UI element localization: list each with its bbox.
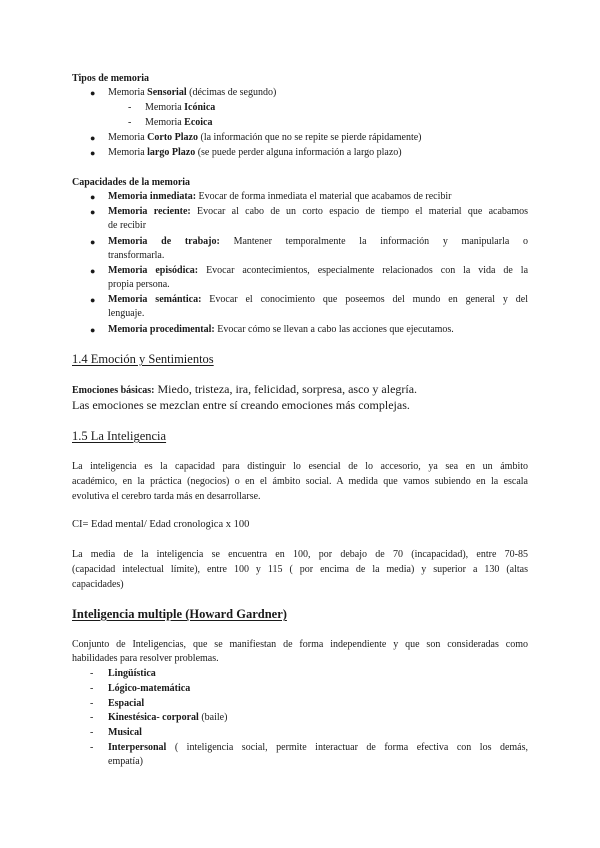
bullet-icon: ● [90, 295, 96, 305]
heading-inteligencia: 1.5 La Inteligencia [72, 429, 167, 443]
dash-icon: - [90, 698, 94, 709]
multiple-paragraph-line: Conjunto de Inteligencias, que se manifiestan de forma independiente y que son consideradas como [72, 639, 528, 650]
inteligencia-paragraph-line: evolutiva el cerebro tarda más en desarrollarse. [72, 491, 261, 502]
list-item-semantica: Memoria semántica: Evocar el conocimiento que poseemos del mundo en general y del [108, 294, 528, 305]
list-item-largo-plazo: Memoria largo Plazo (se puede perder alguna información a largo plazo) [108, 147, 402, 158]
list-item-trabajo: Memoria de trabajo: Mantener temporalmente la información y manipularla o [108, 236, 529, 247]
list-item-trabajo-cont: transformarla. [108, 250, 165, 261]
list-item-kinestesica: Kinestésica- corporal (baile) [108, 712, 228, 723]
dash-icon: - [90, 712, 94, 723]
dash-icon: - [128, 117, 132, 128]
bullet-icon: ● [90, 207, 96, 217]
ci-formula: CI= Edad mental/ Edad cronologica x 100 [72, 519, 250, 530]
inteligencia-paragraph-line: académico, en la práctica (negocios) o en el ámbito social. A medida que vamos subiendo en la escala [72, 476, 528, 487]
list-item-corto-plazo: Memoria Corto Plazo (la información que no se repite se pierde rápidamente) [108, 132, 422, 143]
list-item-reciente-cont: de recibir [108, 220, 147, 231]
bullet-icon: ● [90, 266, 96, 276]
bullet-icon: ● [90, 237, 96, 247]
inteligencia-paragraph-line: La inteligencia es la capacidad para distinguir lo esencial de lo accesorio, ya sea en un ámbito [72, 461, 528, 472]
list-item-ecoica: Memoria Ecoica [145, 117, 213, 128]
bullet-icon: ● [90, 133, 96, 143]
section-title-capacidades: Capacidades de la memoria [72, 177, 191, 188]
list-item-espacial: Espacial [108, 698, 145, 709]
list-item-sensorial: Memoria Sensorial (décimas de segundo) [108, 87, 277, 98]
media-paragraph-line: capacidades) [72, 579, 124, 590]
bullet-icon: ● [90, 88, 96, 98]
dash-icon: - [90, 683, 94, 694]
list-item-musical: Musical [108, 727, 142, 738]
list-item-interpersonal: Interpersonal ( inteligencia social, permite interactuar de forma efectiva con los demás, [108, 742, 529, 753]
section-title-tipos: Tipos de memoria [72, 73, 150, 84]
dash-icon: - [90, 727, 94, 738]
media-paragraph-line: (capacidad intelectual límite), entre 100 y 115 ( por encima de la media) y superior a 130 (altas [72, 564, 528, 575]
list-item-inmediata: Memoria inmediata: Evocar de forma inmediata el material que acabamos de recibir [108, 191, 452, 202]
list-item-reciente: Memoria reciente: Evocar al cabo de un corto espacio de tiempo el material que acabamos [108, 206, 528, 217]
dash-icon: - [90, 668, 94, 679]
bullet-icon: ● [90, 325, 96, 335]
heading-emocion: 1.4 Emoción y Sentimientos [72, 352, 214, 366]
media-paragraph-line: La media de la inteligencia se encuentra en 100, por debajo de 70 (incapacidad), entre 70-85 [72, 549, 528, 560]
dash-icon: - [128, 102, 132, 113]
emociones-mezclan: Las emociones se mezclan entre sí creando emociones más complejas. [72, 398, 410, 412]
emociones-basicas: Emociones básicas: Miedo, tristeza, ira, felicidad, sorpresa, asco y alegría. [72, 382, 418, 396]
heading-inteligencia-multiple: Inteligencia multiple (Howard Gardner) [72, 607, 287, 621]
dash-icon: - [90, 742, 94, 753]
bullet-icon: ● [90, 192, 96, 202]
list-item-interpersonal-cont: empatía) [108, 756, 143, 767]
list-item-logico: Lógico-matemática [108, 683, 191, 694]
bullet-icon: ● [90, 148, 96, 158]
list-item-iconica: Memoria Icónica [145, 102, 216, 113]
multiple-paragraph-line: habilidades para resolver problemas. [72, 653, 219, 664]
list-item-episodica: Memoria episódica: Evocar acontecimientos, especialmente relacionados con la vida de la [108, 265, 529, 276]
list-item-semantica-cont: lenguaje. [108, 308, 145, 319]
list-item-procedimental: Memoria procedimental: Evocar cómo se llevan a cabo las acciones que ejecutamos. [108, 324, 454, 335]
list-item-linguistica: Lingüística [108, 668, 156, 679]
list-item-episodica-cont: propia persona. [108, 279, 170, 290]
